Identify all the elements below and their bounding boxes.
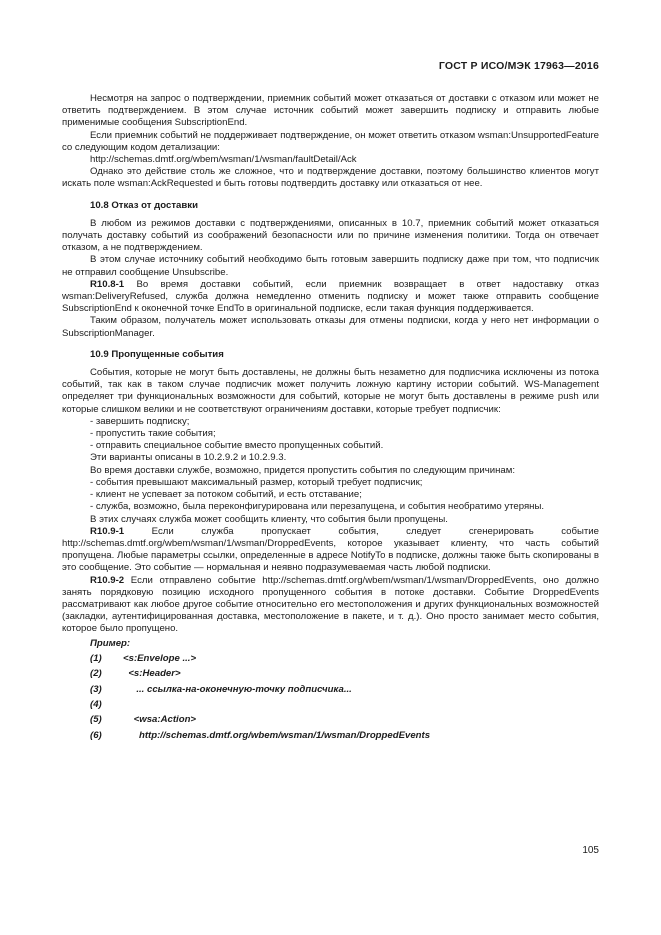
rule-id: R10.8-1 — [90, 278, 125, 290]
code-line-number: (1) — [90, 652, 102, 664]
code-line-number: (5) — [90, 714, 102, 726]
code-line-number: (2) — [90, 668, 102, 680]
list-item: - служба, возможно, была переконфигурирована или перезапущена, и события необратимо утеряны. — [90, 501, 545, 513]
example-label: Пример: — [90, 637, 131, 649]
paragraph: Если приемник событий не поддерживает подтверждение, он может ответить отказом wsman:UnsupportedFeature со следующим кодом детализации: — [62, 129, 599, 153]
code-line-text: http://schemas.dmtf.org/wbem/wsman/1/wsman/DroppedEvents — [123, 729, 431, 741]
rule-text: Во время доставки событий, если приемник возвращает в ответ надоставку отказ wsman:DeliveryRefused, служба должна немедленно отменить подписку и может также отправить сообщение SubscriptionEnd к оконечной точке EndTo в оригинальной подписке, если такая функция поддерживается. — [62, 278, 599, 315]
code-line-number: (4) — [90, 699, 102, 711]
code-line-text: <s:Envelope ...> — [123, 652, 197, 664]
section-heading-10-9: 10.9 Пропущенные события — [90, 348, 224, 360]
paragraph: Во время доставки службе, возможно, придется пропустить события по следующим причинам: — [90, 464, 516, 476]
list-item: - пропустить такие события; — [90, 428, 216, 440]
code-line — [62, 668, 599, 680]
code-line — [62, 699, 599, 711]
rule-paragraph — [62, 526, 599, 575]
code-line-text: <wsa:Action> — [123, 714, 197, 726]
list-item: - завершить подписку; — [90, 415, 190, 427]
fault-detail-uri: http://schemas.dmtf.org/wbem/wsman/1/wsman/faultDetail/Ack — [90, 154, 357, 166]
code-line-text: <s:Header> — [123, 668, 181, 680]
document-body — [62, 93, 599, 745]
paragraph: Таким образом, получатель может использовать отказы для отмены подписки, когда у него нет информации о SubscriptionManager. — [62, 315, 599, 339]
paragraph: В этих случаях служба может сообщить клиенту, что события были пропущены. — [90, 513, 448, 525]
example-code-block — [62, 653, 599, 742]
paragraph: События, которые не могут быть доставлены, не должны быть незаметно для подписчика исключены из потока событий, так как в таком случае подписчик может получить ложную картину истории событий. WS-Management определяет три функциональных возможности для событий, которые не могут быть доставлены в режиме push или которые слишком велики и не соответствуют ограничениям доставки, которые требует подписчик: — [62, 367, 599, 415]
list-item: - клиент не успевает за потоком событий, и есть отставание; — [90, 489, 362, 501]
paragraph: Несмотря на запрос о подтверждении, приемник событий может отказаться от доставки с отказом или может не ответить подтверждением. В этом случае источник событий может завершить подписку и отправить любые применимые сообщения SubscriptionEnd. — [62, 93, 599, 129]
code-line-text: ... ссылка-на-оконечную-точку подписчика... — [123, 683, 352, 695]
paragraph: Эти варианты описаны в 10.2.9.2 и 10.2.9.3. — [90, 452, 287, 464]
rule-id: R10.9-1 — [90, 525, 125, 537]
rule-text: Если служба пропускает события, следует сгенерировать событие http://schemas.dmtf.org/wbem/wsman/1/wsman/DroppedEvents, которое указывает клиенту, что часть событий пропущена. Любые параметры ссылки, определенные в адресе NotifyTo в подписке, должны также быть скопированы в это сообщение. Это событие — нормальная и неявно подразумеваемая часть любой подписки. — [62, 525, 599, 574]
code-line — [62, 653, 599, 665]
paragraph: Однако это действие столь же сложное, что и подтверждение доставки, поэтому большинство клиентов могут искать поле wsman:AckRequested и быть готовы подтвердить доставку или отказаться от нее. — [62, 166, 599, 190]
paragraph: В любом из режимов доставки с подтверждениями, описанных в 10.7, приемник событий может отказаться получать доставку событий из соображений безопасности или по причине изменения политики. Тогда он отвечает отказом, а не подтверждением. — [62, 217, 599, 254]
code-line-number: (3) — [90, 683, 102, 695]
code-line — [62, 684, 599, 696]
code-line-number: (6) — [90, 729, 102, 741]
rule-id: R10.9-2 — [90, 574, 125, 586]
list-item: - события превышают максимальный размер, который требует подписчик; — [90, 476, 423, 488]
code-line — [62, 714, 599, 726]
list-item: - отправить специальное событие вместо пропущенных событий. — [90, 440, 384, 452]
section-heading-10-8: 10.8 Отказ от доставки — [90, 199, 198, 211]
rule-paragraph — [62, 575, 599, 636]
page-number: 105 — [582, 845, 599, 856]
rule-paragraph — [62, 279, 599, 316]
paragraph: В этом случае источнику событий необходимо быть готовым завершить подписку даже при том, что подписчик не отправил сообщение Unsubscribe. — [62, 254, 599, 278]
document-header: ГОСТ Р ИСО/МЭК 17963—2016 — [438, 60, 599, 72]
rule-text: Если отправлено событие http://schemas.dmtf.org/wbem/wsman/1/wsman/DroppedEvents, оно должно занять порядковую позицию исходного пропущенного события в потоке доставки. Событие DroppedEvents рассматривают как любое другое событие относительно его местоположения и других функциональных возможностей (закладки, аутентифицированная доставка, местоположение в пакете, и т. д.). Оно просто занимает место события, которое было пропущено. — [62, 574, 599, 635]
code-line — [62, 730, 599, 742]
